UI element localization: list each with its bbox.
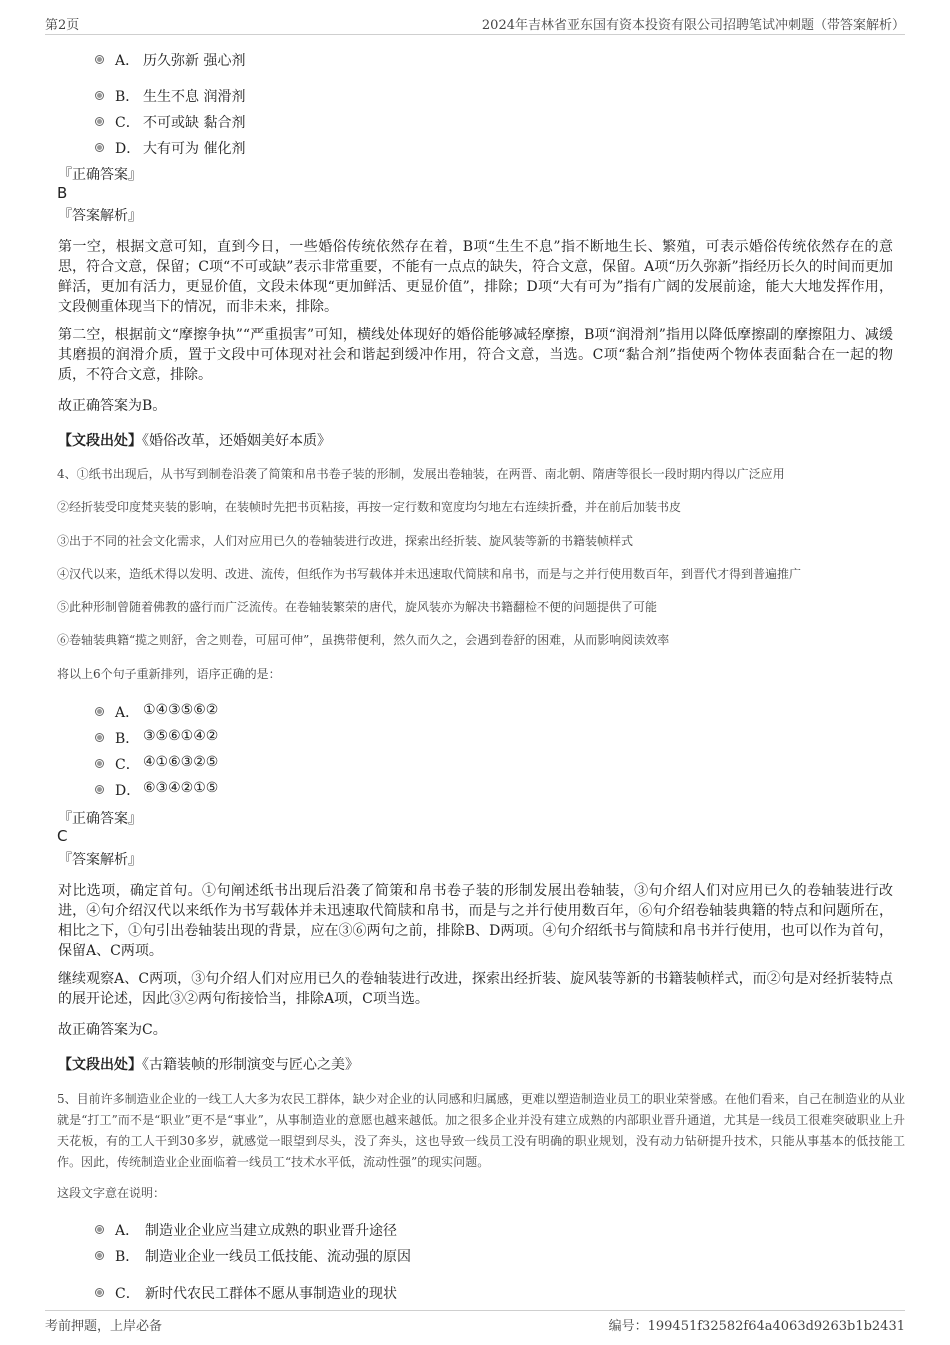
radio-button[interactable] [95, 733, 104, 742]
analysis-label: 『答案解析』 [58, 852, 142, 868]
analysis-conclusion: 故正确答案为C。 [58, 1022, 167, 1038]
footer-slogan: 考前押题，上岸必备 [45, 1319, 163, 1334]
page-footer [45, 1310, 905, 1345]
analysis-label: 『答案解析』 [58, 208, 142, 224]
radio-button[interactable] [95, 1225, 104, 1234]
question-stem-line: ②经折装受印度梵夹装的影响，在装帧时先把书页粘接，再按一定行数和宽度均匀地左右连续折叠，并在前后加装书皮 [57, 500, 682, 514]
radio-button[interactable] [95, 143, 104, 152]
page-number: 第2页 [45, 18, 80, 33]
radio-button[interactable] [95, 1251, 104, 1260]
analysis-conclusion: 故正确答案为B。 [58, 398, 167, 414]
correct-answer: C [57, 827, 68, 845]
question-stem: 5、目前许多制造业企业的一线工人大多为农民工群体，缺少对企业的认同感和归属感，更难以塑造制造业员工的职业荣誉感。在他们看来，自己在制造业的从业就是“打工”而不是“职业”更不是“事业”，从事制造业的意愿也越来越低。加之很多企业并没有建立成熟的内部职业晋升通道，尤其是一线员工很难突破职业上升天花板，有的工人干到30多岁，就感觉一眼望到尽头，没了奔头，这也导致一线员工没有明确的职业规划，没有动力钻研提升技术，只能从事基本的低技能工作。因此，传统制造业企业面临着一线员工“技术水平低，流动性强”的现实问题。 [57, 1092, 905, 1169]
question-stem-line: ③出于不同的社会文化需求，人们对应用已久的卷轴装进行改进，探索出经折装、旋风装等新的书籍装帧样式 [57, 534, 634, 548]
source-citation: 【文段出处】《古籍装帧的形制演变与匠心之美》 [58, 1057, 359, 1073]
radio-button[interactable] [95, 55, 104, 64]
document-code: 编号：199451f32582f64a4063d9263b1b2431 [608, 1319, 905, 1334]
question-stem-line: ④汉代以来，造纸术得以发明、改进、流传，但纸作为书写载体并未迅速取代简牍和帛书，而是与之并行使用数百年，到晋代才得到普遍推广 [57, 567, 802, 581]
radio-button[interactable] [95, 117, 104, 126]
radio-button[interactable] [95, 707, 104, 716]
analysis-paragraph: 第一空，根据文意可知，直到今日，一些婚俗传统依然存在着，B项“生生不息”指不断地生长、繁殖，可表示婚俗传统依然存在的意思，符合文意，保留；C项“不可或缺”表示非常重要，不能有一点点的缺失，符合文意，保留。A项“历久弥新”指经历长久的时间而更加鲜活，更加有活力，更显价值，文段未体现“更加鲜活、更显价值”，排除；D项“大有可为”指有广阔的发展前途，能大大地发挥作用，文段侧重体现当下的情况，而非未来，排除。 [58, 239, 893, 315]
correct-answer-label: 『正确答案』 [58, 811, 142, 827]
analysis-paragraph: 第二空，根据前文“摩擦争执”“严重损害”可知，横线处体现好的婚俗能够减轻摩擦，B项“润滑剂”指用以降低摩擦副的摩擦阻力、减缓其磨损的润滑介质，置于文段中可体现对社会和谐起到缓冲作用，符合文意，当选。C项“黏合剂”指使两个物体表面黏合在一起的物质，不符合文意，排除。 [58, 327, 893, 383]
correct-answer-label: 『正确答案』 [58, 167, 142, 183]
radio-button[interactable] [95, 785, 104, 794]
source-citation: 【文段出处】《婚俗改革，还婚姻美好本质》 [58, 433, 331, 449]
radio-button[interactable] [95, 1288, 104, 1297]
question-prompt: 将以上6个句子重新排列，语序正确的是： [57, 667, 281, 681]
question-stem-line: 4、①纸书出现后，从书写到制卷沿袭了简策和帛书卷子装的形制，发展出卷轴装，在两晋、南北朝、隋唐等很长一段时期内得以广泛应用 [57, 467, 785, 481]
page-header [45, 0, 905, 35]
analysis-paragraph: 对比选项，确定首句。①句阐述纸书出现后沿袭了简策和帛书卷子装的形制发展出卷轴装，③句介绍人们对应用已久的卷轴装进行改进，④句介绍汉代以来纸作为书写载体并未迅速取代简牍和帛书，而是与之并行使用数百年，⑥句介绍卷轴装典籍的特点和问题所在，相比之下，①句引出卷轴装出现的背景，应在③⑥两句之前，排除B、D两项。④句介绍纸书与简牍和帛书并行使用，也可以作为首句，保留A、C两项。 [58, 883, 893, 959]
question-stem-line: ⑥卷轴装典籍“揽之则舒，舍之则卷，可屈可伸”，虽携带便利，然久而久之，会遇到卷舒的困难，从而影响阅读效率 [57, 633, 670, 647]
document-title: 2024年吉林省亚东国有资本投资有限公司招聘笔试冲刺题（带答案解析） [481, 18, 905, 33]
radio-button[interactable] [95, 759, 104, 768]
question-stem-line: ⑤此种形制曾随着佛教的盛行而广泛流传。在卷轴装繁荣的唐代，旋风装亦为解决书籍翻检不便的问题提供了可能 [57, 600, 658, 614]
correct-answer: B [57, 184, 68, 202]
analysis-paragraph: 继续观察A、C两项，③句介绍人们对应用已久的卷轴装进行改进，探索出经折装、旋风装等新的书籍装帧样式，而②句是对经折装特点的展开论述，因此③②两句衔接恰当，排除A项，C项当选。 [58, 971, 893, 1007]
radio-button[interactable] [95, 91, 104, 100]
question-prompt: 这段文字意在说明： [57, 1186, 166, 1200]
